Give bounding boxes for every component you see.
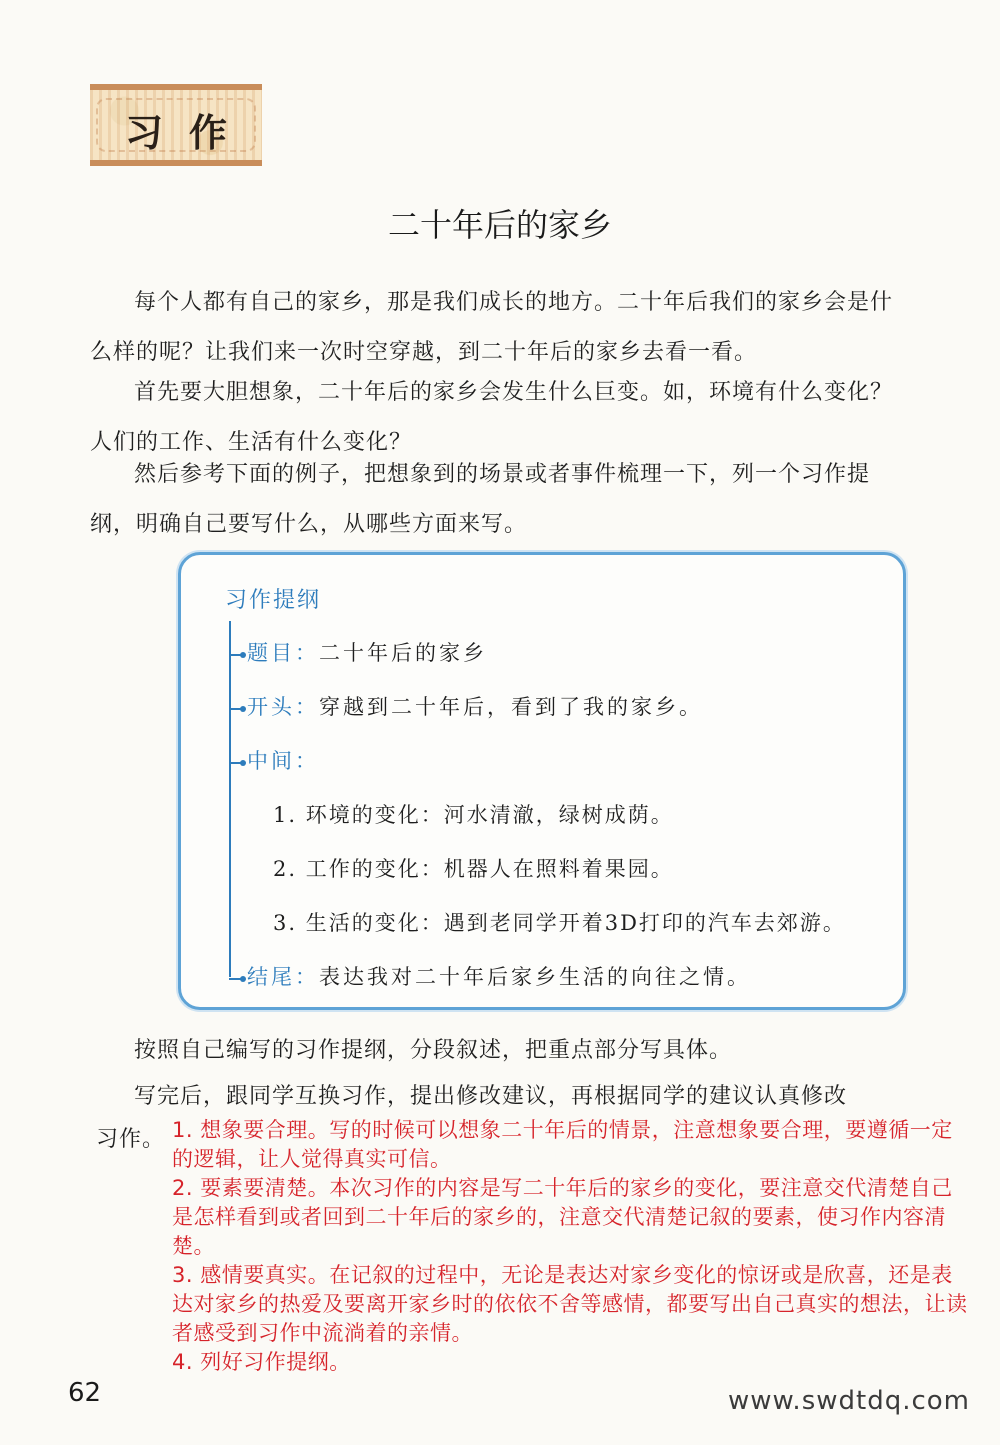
outline-box (178, 552, 906, 1010)
instruction-paragraph-1: 按照自己编写的习作提纲，分段叙述，把重点部分写具体。 (134, 1038, 733, 1063)
intro-paragraph-3: 然后参考下面的例子，把想象到的场景或者事件梳理一下，列一个习作提纲，明确自己要写什么，从哪些方面来写。 (90, 462, 871, 537)
bullet-icon (229, 762, 243, 764)
intro-paragraph-1: 每个人都有自己的家乡，那是我们成长的地方。二十年后我们的家乡会是什么样的呢？让我们来一次时空穿越，到二十年后的家乡去看一看。 (90, 290, 894, 365)
page-number: 62 (68, 1378, 102, 1408)
answer-item: 2. 要素要清楚。本次习作的内容是写二十年后的家乡的变化，要注意交代清楚自己是怎样看到或者回到二十年后的家乡的，注意交代清楚记叙的要素，使习作内容清楚。 (172, 1176, 953, 1258)
section-banner (90, 84, 262, 166)
outline-heading: 习作提纲 (225, 588, 322, 613)
outline-middle-label: 中间： (247, 749, 319, 773)
bullet-icon (229, 978, 243, 980)
instruction-paragraph-2: 写完后，跟同学互换习作，提出修改建议，再根据同学的建议认真修改 (134, 1084, 848, 1109)
instruction-paragraph-2-end: 习作。 (96, 1127, 166, 1152)
outline-middle-item: 3. 生活的变化：遇到老同学开着3D打印的汽车去郊游。 (273, 911, 846, 935)
outline-ending-label: 结尾： (247, 965, 319, 989)
outline-middle (229, 745, 319, 775)
outline-topic-label: 题目： (247, 641, 319, 665)
outline-opening (229, 691, 703, 721)
outline-opening-label: 开头： (247, 695, 319, 719)
answer-notes (172, 1116, 972, 1377)
bullet-icon (229, 708, 243, 710)
answer-item: 3. 感情要真实。在记叙的过程中，无论是表达对家乡变化的惊讶或是欣喜，还是表达对家乡的热爱及要离开家乡时的依依不舍等感情，都要写出自己真实的想法，让读者感受到习作中流淌着的亲情。 (172, 1263, 968, 1345)
outline-ending (229, 961, 751, 991)
outline-middle-item: 1. 环境的变化：河水清澈，绿树成荫。 (273, 803, 674, 827)
page-title: 二十年后的家乡 (387, 206, 612, 244)
outline-ending-text: 表达我对二十年后家乡生活的向往之情。 (319, 965, 751, 989)
outline-tree-line (229, 621, 231, 977)
answer-item: 4. 列好习作提纲。 (172, 1350, 351, 1374)
outline-opening-text: 穿越到二十年后，看到了我的家乡。 (319, 695, 703, 719)
answer-item: 1. 想象要合理。写的时候可以想象二十年后的情景，注意想象要合理，要遵循一定的逻辑，让人觉得真实可信。 (172, 1118, 953, 1171)
intro-paragraph-2: 首先要大胆想象，二十年后的家乡会发生什么巨变。如，环境有什么变化？人们的工作、生活有什么变化？ (90, 380, 894, 455)
watermark: www.swdtdq.com (728, 1386, 970, 1416)
bullet-icon (229, 654, 243, 656)
outline-middle-item: 2. 工作的变化：机器人在照料着果园。 (273, 857, 674, 881)
outline-topic-text: 二十年后的家乡 (319, 641, 487, 665)
section-label: 习作 (124, 111, 253, 155)
outline-topic (229, 637, 487, 667)
